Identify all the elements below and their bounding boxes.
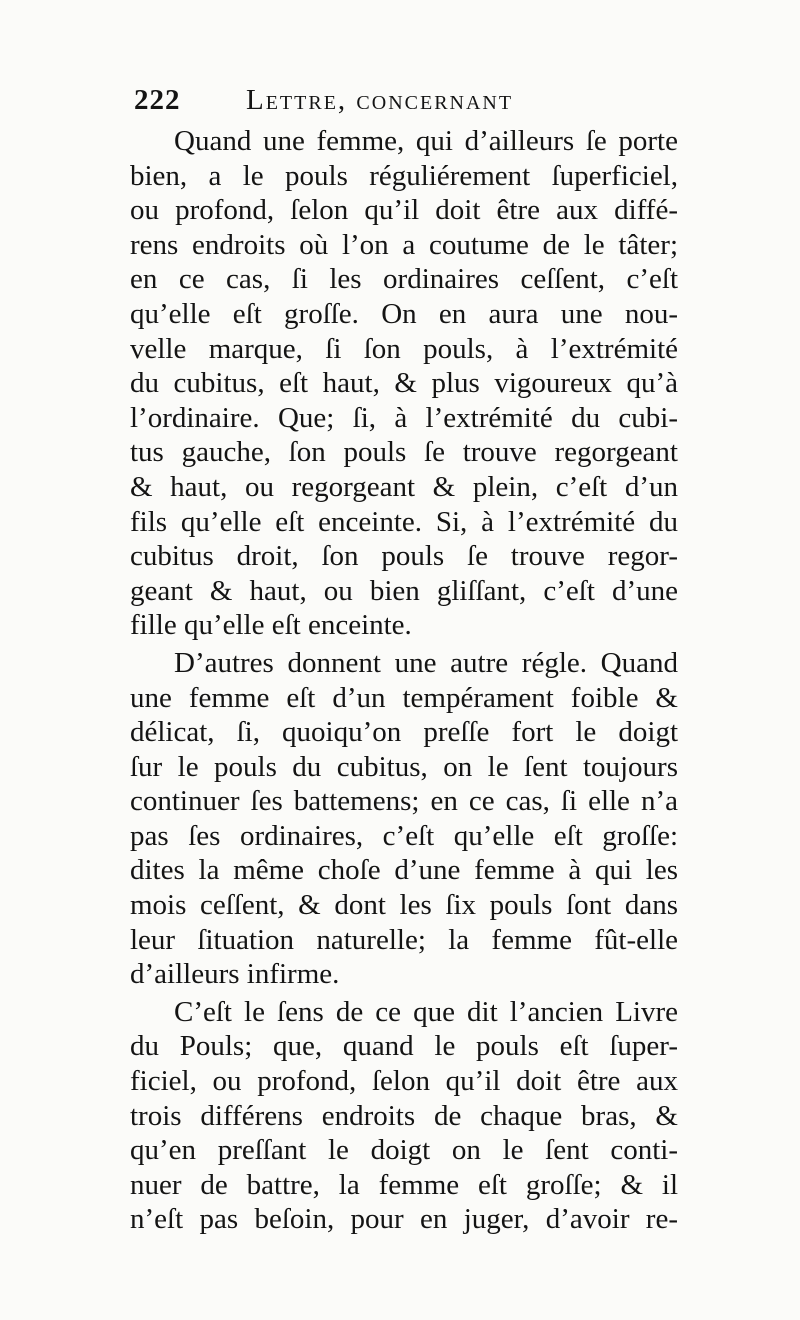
text-line: tus gauche, ſon pouls ſe trouve regorgeant: [130, 436, 678, 469]
text-line: en ce cas, ſi les ordinaires ceſſent, c’eſt: [130, 263, 678, 296]
running-title: Lettre, concernant: [246, 84, 514, 116]
text-line: & haut, ou regorgeant & plein, c’eſt d’un: [130, 470, 678, 503]
text-line: dites la même choſe d’une femme à qui les: [130, 854, 678, 887]
body-text: [130, 124, 678, 1237]
running-head: [134, 84, 694, 124]
text-line: leur ſituation naturelle; la femme fût-elle: [130, 923, 678, 956]
text-line: mois ceſſent, & dont les ſix pouls ſont dans: [130, 889, 678, 922]
text-line: ficiel, ou profond, ſelon qu’il doit être aux: [130, 1065, 678, 1098]
text-line: ſur le pouls du cubitus, on le ſent toujours: [130, 750, 678, 783]
text-line: C’eſt le ſens de ce que dit l’ancien Livre: [174, 995, 678, 1028]
text-line: fille qu’elle eſt enceinte.: [130, 609, 412, 642]
text-line: rens endroits où l’on a coutume de le tâter;: [130, 228, 678, 261]
text-line: du cubitus, eſt haut, & plus vigoureux qu’à: [130, 367, 678, 400]
text-line: bien, a le pouls réguliérement ſuperficiel,: [130, 159, 678, 192]
text-line: une femme eſt d’un tempérament foible &: [130, 681, 678, 714]
text-line: Quand une femme, qui d’ailleurs ſe porte: [174, 125, 678, 157]
text-line: n’eſt pas beſoin, pour en juger, d’avoir re-: [130, 1203, 678, 1236]
text-line: trois différens endroits de chaque bras, &: [130, 1099, 678, 1132]
text-line: qu’en preſſant le doigt on le ſent conti-: [130, 1134, 678, 1167]
text-line: ou profond, ſelon qu’il doit être aux diffé-: [130, 194, 678, 227]
text-line: velle marque, ſi ſon pouls, à l’extrémité: [130, 332, 678, 365]
text-line: délicat, ſi, quoiqu’on preſſe fort le doigt: [130, 716, 678, 749]
text-line: d’ailleurs infirme.: [130, 958, 340, 991]
text-line: D’autres donnent une autre régle. Quand: [174, 646, 678, 679]
text-line: fils qu’elle eſt enceinte. Si, à l’extrémité du: [130, 505, 678, 538]
text-line: du Pouls; que, quand le pouls eſt ſuper-: [130, 1030, 678, 1063]
text-line: l’ordinaire. Que; ſi, à l’extrémité du cubi-: [130, 401, 678, 434]
text-line: nuer de battre, la femme eſt groſſe; & il: [130, 1168, 678, 1201]
text-line: qu’elle eſt groſſe. On en aura une nou-: [130, 297, 678, 330]
text-line: cubitus droit, ſon pouls ſe trouve regor-: [130, 540, 678, 573]
text-line: continuer ſes battemens; en ce cas, ſi elle n’a: [130, 785, 678, 818]
text-line: geant & haut, ou bien gliſſant, c’eſt d’une: [130, 574, 678, 607]
page-number: 222: [134, 84, 181, 116]
text-line: pas ſes ordinaires, c’eſt qu’elle eſt groſſe:: [130, 819, 678, 852]
